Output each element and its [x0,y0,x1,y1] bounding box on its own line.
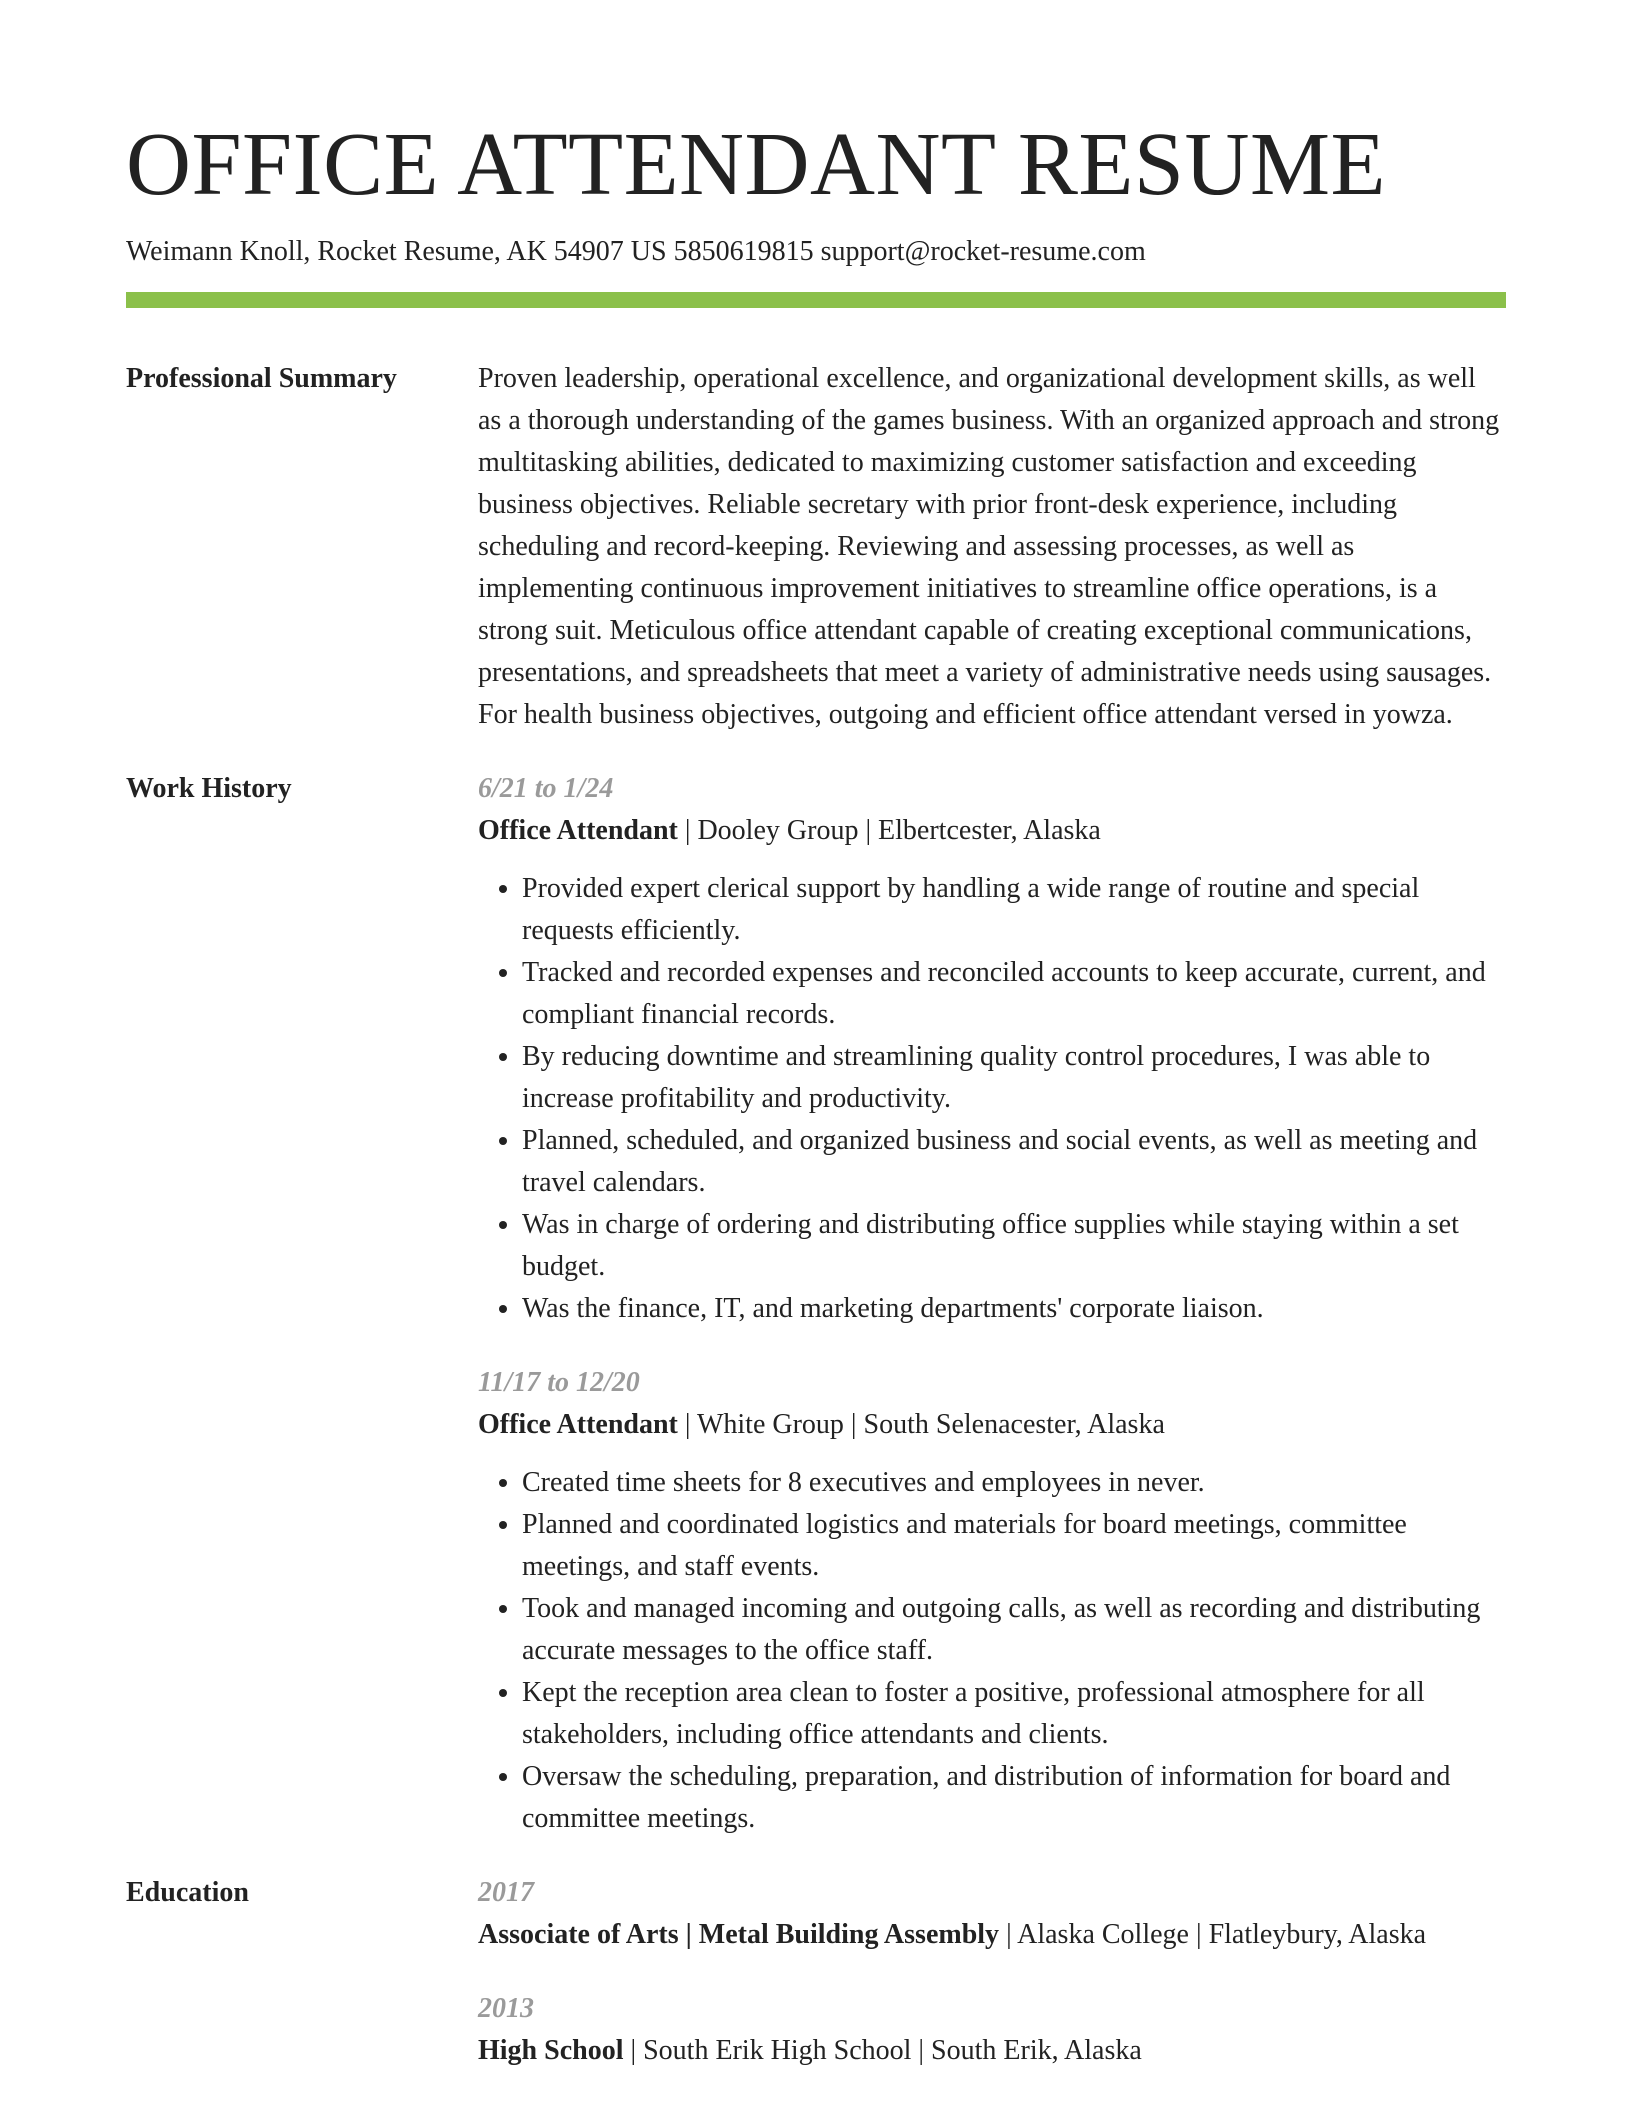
education-year: 2013 [478,1993,534,2025]
job-bullet: • Oversaw the scheduling, preparation, and distribution of information for board and committee meetings. [522,1756,1506,1840]
job-title: Office Attendant [478,815,678,847]
education-section [126,1872,1506,2072]
job-bullets [478,1462,1506,1840]
job-bullet: • By reducing downtime and streamlining quality control procedures, I was able to increase profitability and productivity. [522,1036,1506,1120]
job-entry [478,1362,1506,1840]
work-history-body [478,768,1506,1840]
summary-body [478,358,1506,736]
job-entry [478,768,1506,1330]
education-details: | South Erik High School | South Erik, Alaska [623,2035,1142,2067]
education-entry [478,1872,1506,1956]
job-bullet: • Was in charge of ordering and distributing office supplies while staying within a set budget. [522,1204,1506,1288]
job-heading [478,810,1506,852]
education-degree: High School [478,2035,624,2067]
education-degree: Associate of Arts | Metal Building Assembly [478,1919,1000,1951]
job-bullet: • Took and managed incoming and outgoing calls, as well as recording and distributing accurate messages to the office staff. [522,1588,1506,1672]
summary-section [126,358,1506,736]
job-heading [478,1404,1506,1446]
job-dates: 6/21 to 1/24 [478,773,614,805]
summary-text: Proven leadership, operational excellence, and organizational development skills, as well as a thorough understanding of the games business. With an organized approach and strong multitasking abilities, dedicated to maximizing customer satisfaction and exceeding business objectives. Reliable secretary with prior front-desk experience, including scheduling and record-keeping. Reviewing and assessing processes, as well as implementing continuous improvement initiatives to streamline office operations, is a strong suit. Meticulous office attendant capable of creating exceptional communications, presentations, and spreadsheets that meet a variety of administrative needs using sausages. For health business objectives, outgoing and efficient office attendant versed in yowza. [478,363,1500,731]
job-bullet: • Planned and coordinated logistics and materials for board meetings, committee meetings, and staff events. [522,1504,1506,1588]
job-bullet: • Created time sheets for 8 executives and employees in never. [522,1462,1506,1504]
job-details: | White Group | South Selenacester, Alaska [677,1409,1165,1441]
job-bullet: • Kept the reception area clean to foster a positive, professional atmosphere for all stakeholders, including office attendants and clients. [522,1672,1506,1756]
education-entry [478,1988,1506,2072]
education-body [478,1872,1506,2072]
job-bullet: • Was the finance, IT, and marketing departments' corporate liaison. [522,1288,1506,1330]
header-divider [126,292,1506,308]
job-bullet: • Provided expert clerical support by handling a wide range of routine and special requests efficiently. [522,868,1506,952]
job-bullet: • Planned, scheduled, and organized business and social events, as well as meeting and travel calendars. [522,1120,1506,1204]
job-bullet: • Tracked and recorded expenses and reconciled accounts to keep accurate, current, and compliant financial records. [522,952,1506,1036]
contact-line: Weimann Knoll, Rocket Resume, AK 54907 US 5850619815 support@rocket-resume.com [126,236,1146,267]
job-details: | Dooley Group | Elbertcester, Alaska [677,815,1101,847]
summary-label: Professional Summary [126,363,397,395]
education-heading [478,1914,1506,1956]
work-history-label: Work History [126,773,292,805]
education-heading [478,2030,1506,2072]
page-title: OFFICE ATTENDANT RESUME [126,115,1386,214]
education-year: 2017 [478,1877,534,1909]
job-bullets [478,868,1506,1330]
education-label: Education [126,1877,249,1909]
work-history-section [126,768,1506,1840]
job-dates: 11/17 to 12/20 [478,1367,640,1399]
job-title: Office Attendant [478,1409,678,1441]
education-details: | Alaska College | Flatleybury, Alaska [999,1919,1427,1951]
